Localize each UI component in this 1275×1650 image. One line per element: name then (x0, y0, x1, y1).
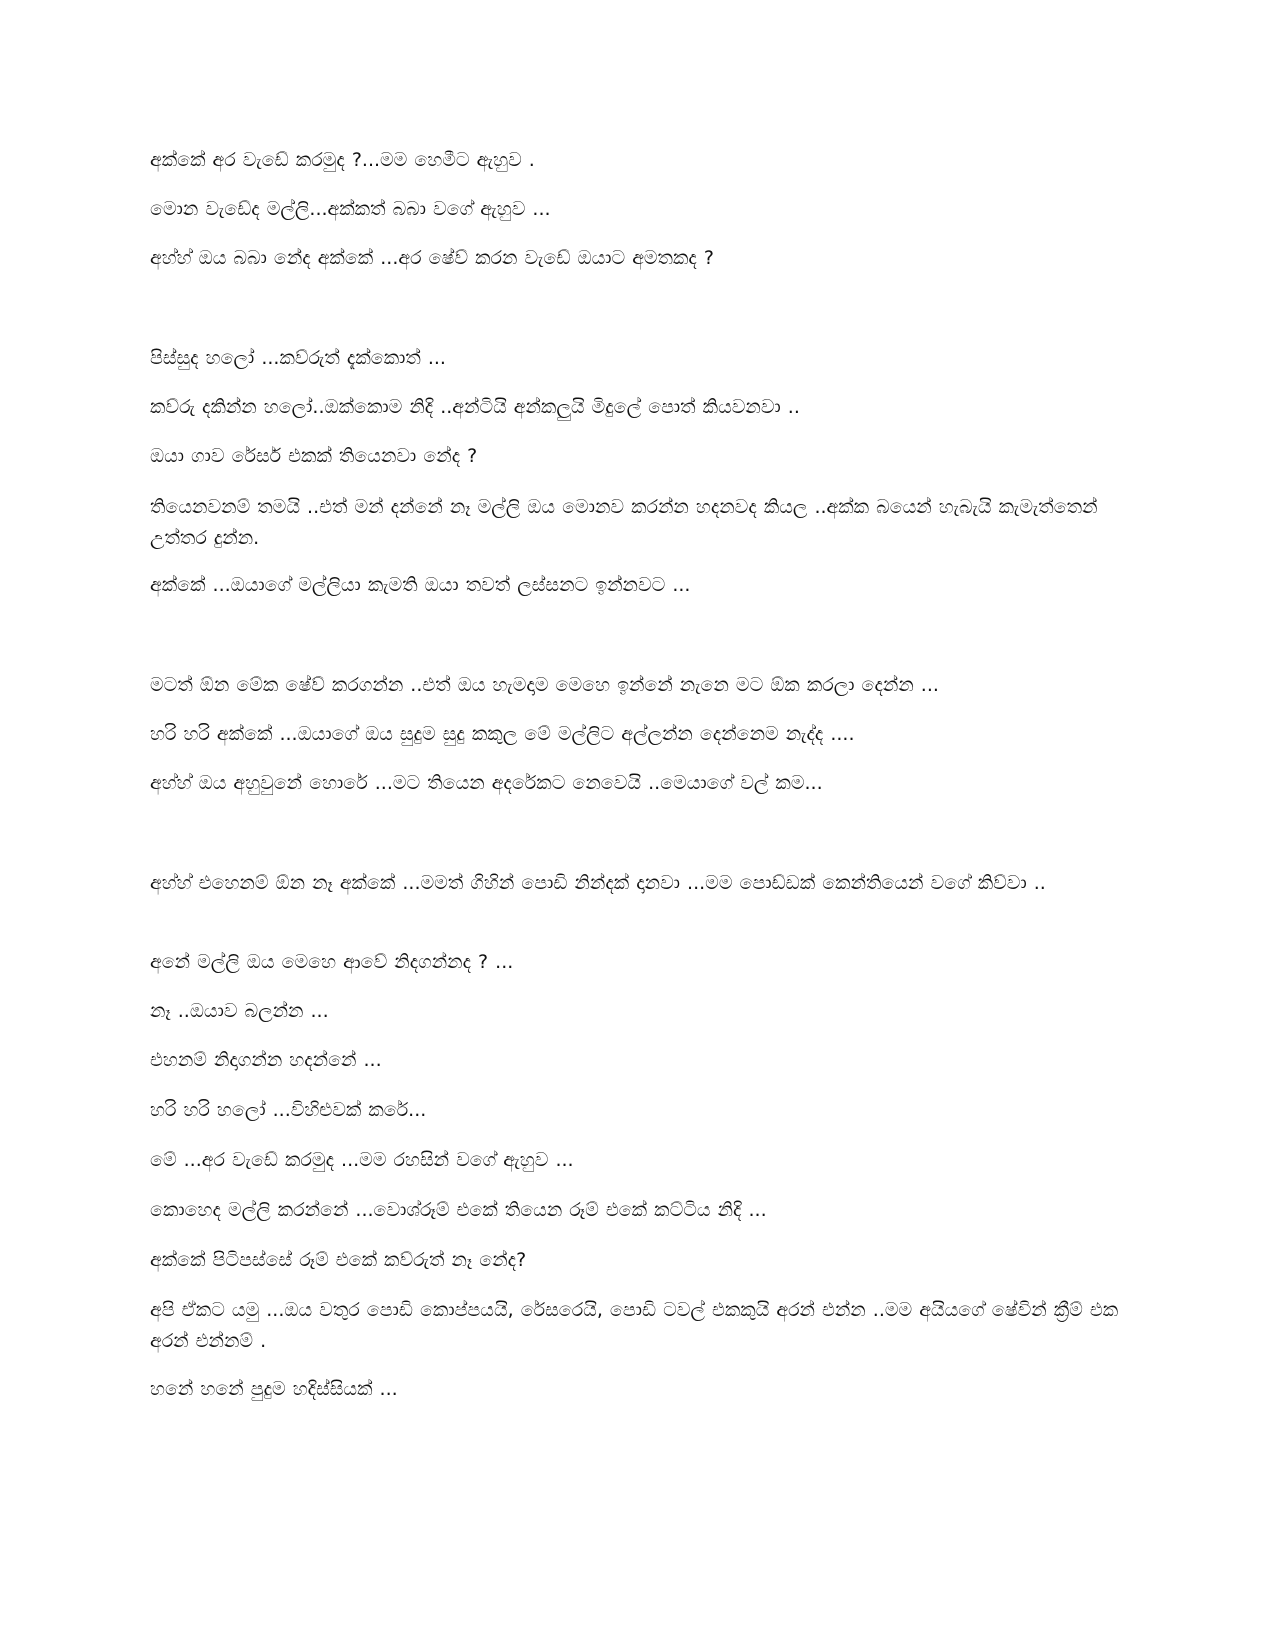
paragraph: හරි හරි අක්කේ ...ඔයාගේ ඔය සුදුම සුදු කකුල මේ මල්ලිට අල්ලන්න දෙන්නෙම නැද්ද .... (150, 723, 855, 745)
paragraph: මටත් ඕන මේක ෂේව් කරගන්න ..එත් ඔය හැමදාම මෙහෙ ඉන්නේ නැනෙ මට ඕක කරලා දෙන්න ... (150, 674, 939, 696)
paragraph: මොන වැඩේද මල්ලි...අක්කත් බබා වගේ ඇහුව ... (150, 198, 551, 220)
paragraph: අහ්හ් එහෙනම් ඕන නෑ අක්කේ ...මමත් ගිහින් පොඩි නින්දක් දානවා ...මම පොඩ්ඩක් කෙන්තියෙන් වගේ කිව්වා .. (150, 872, 1046, 894)
paragraph: කොහෙද මල්ලි කරන්නේ ...වොශ්රූම් එකේ තියෙන රූම් එකේ කට්ටිය නිදි ... (150, 1199, 767, 1221)
paragraph: අහ්හ් ඔය බබා නේද අක්කේ ...අර ෂේව් කරන වැඩේ ඔයාට අමතකද ? (150, 247, 714, 269)
paragraph: කව්රු දකින්න හලෝ..ඔක්කොම නිදි ..අන්ටියි අන්කලුයි මිදුලේ පොත් කියවනවා .. (150, 396, 800, 418)
paragraph: ඔයා ගාව රේසර් එකක් තියෙනවා නේද ? (150, 445, 478, 467)
paragraph: තියෙනවනම් තමයි ..එත් මන් දන්නේ නෑ මල්ලි ඔය මොනව කරන්න හදනවද කියල ..අක්ක බයෙන් හැබැයි කැමැත්තෙන් උත්තර දුන්න. (150, 496, 1098, 549)
paragraph: පිස්සුද හලෝ ...කව්රුත් දැක්කොත් ... (150, 347, 446, 369)
paragraph: අපි ඒකට යමු ...ඔය වතුර පොඩි කොප්පයයි, රේසරෙයි, පොඩි ටවල් එකකුයි අරන් එන්න ..මම අයියගේ ෂේවින් ක්‍රීම් එක අරන් එන්නම් . (150, 1299, 1119, 1352)
paragraph: මේ ...අර වැඩේ කරමුද ...මම රහසින් වගේ ඇහුව ... (150, 1149, 574, 1171)
paragraph: අක්කේ පිටිපස්සේ රූම් එකේ කව්රුත් නෑ නේද? (150, 1249, 527, 1271)
paragraph: අක්කේ අර වැඩේ කරමුද ?...මම හෙමීට ඇහුව . (150, 149, 535, 171)
paragraph: අක්කේ ...ඔයාගේ මල්ලියා කැමති ඔයා තවත් ලස්සනට ඉන්නවට ... (150, 574, 691, 596)
paragraph: හරි හරි හලෝ ...විහිළුවක් කරේ... (150, 1099, 427, 1121)
paragraph: අනේ මල්ලි ඔය මෙහෙ ආවේ නිදගන්නද ? ... (150, 951, 514, 973)
paragraph: හනේ හනේ පුදුම හදිස්සියක් ... (150, 1378, 398, 1400)
paragraph: නෑ ..ඔයාව බලන්න ... (150, 1000, 329, 1022)
paragraph: අහ්හ් ඔය අහුවුනේ හොරේ ...මට තියෙන අදරේකට නෙවෙයි ..මෙයාගේ වල් කම... (150, 772, 823, 794)
paragraph: එහනම් නිදාගන්න හදන්නේ ... (150, 1049, 382, 1071)
